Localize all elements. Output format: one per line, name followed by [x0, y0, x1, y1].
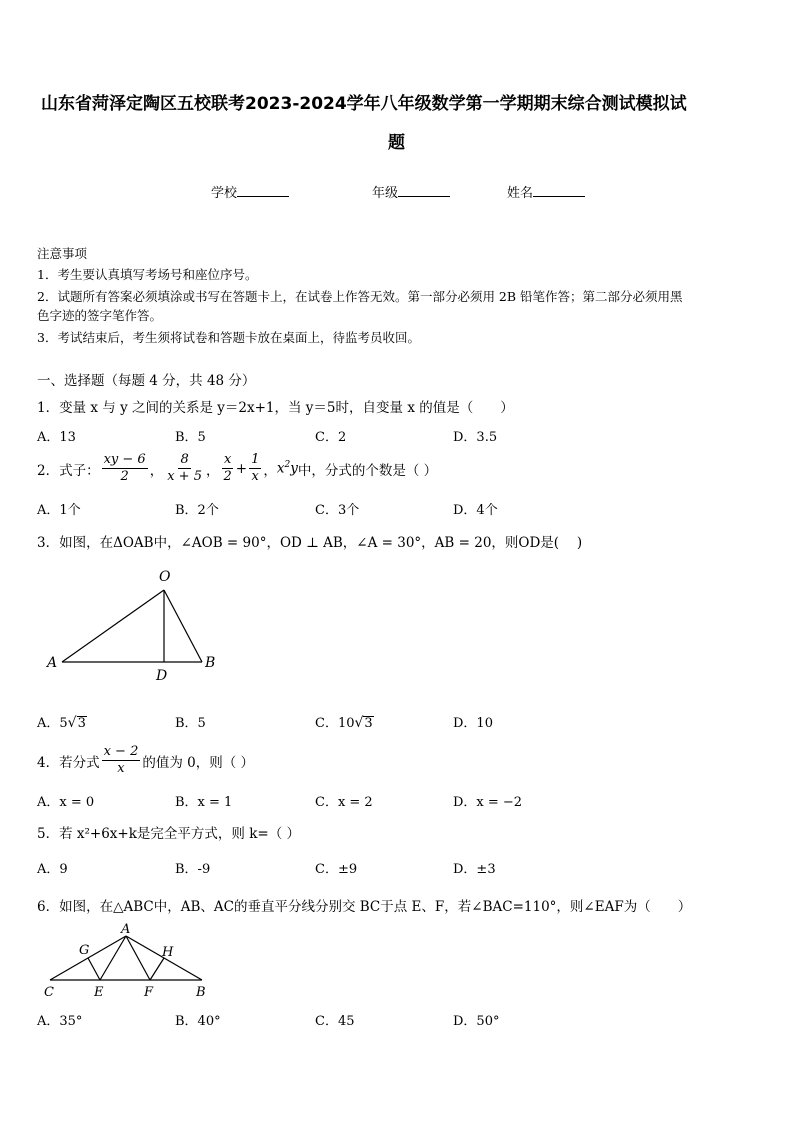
label-e: E: [94, 985, 104, 1000]
q6-option-a[interactable]: A．35°: [37, 1014, 83, 1029]
q6-option-c[interactable]: C．45: [315, 1014, 355, 1029]
q2-fraction-2: $\frac{8}{x + 5}$: [167, 452, 202, 484]
section-heading: 一、选择题（每题 4 分，共 48 分）: [37, 373, 256, 389]
exam-title-line1: 山东省菏泽定陶区五校联考2023-2024学年八年级数学第一学期期末综合测试模拟试: [41, 94, 687, 114]
q2-option-a[interactable]: A．1个: [37, 503, 81, 518]
q1-option-b[interactable]: B．5: [175, 430, 206, 445]
notice-item-1: 1．考生要认真填写考场号和座位序号。: [37, 267, 258, 282]
q6-triangle-figure: [40, 920, 220, 1002]
grade-blank[interactable]: [398, 184, 450, 197]
school-blank[interactable]: [237, 184, 289, 197]
label-o: O: [159, 569, 171, 585]
q5-option-a[interactable]: A．9: [37, 862, 68, 877]
q2-option-c[interactable]: C．3个: [315, 503, 360, 518]
notice-item-2a: 2．试题所有答案必须填涂或书写在答题卡上，在试卷上作答无效。第一部分必须用 2B 铅笔作答；第二部分必须用黑: [37, 289, 683, 304]
label-g: G: [79, 943, 90, 958]
q5-option-c[interactable]: C．±9: [315, 862, 358, 877]
q3-option-c[interactable]: C．10√3: [315, 715, 373, 731]
q3-option-a[interactable]: A．5√3: [37, 715, 86, 731]
q5-stem: 5．若 x²+6x+k是完全平方式，则 k=（ ）: [37, 826, 300, 842]
label-f: F: [144, 985, 154, 1000]
segment-hf: [150, 958, 164, 980]
q2-option-b[interactable]: B．2个: [175, 503, 219, 518]
grade-label: 年级: [372, 186, 399, 201]
q6-stem: 6．如图，在△ABC中，AB、AC的垂直平分线分别交 BC于点 E、F，若∠BAC=110°，则∠EAF为（ ）: [37, 899, 692, 915]
q2-fraction-1: $\frac{xy - 6}{2}$: [103, 452, 146, 484]
segment-ao: [62, 590, 164, 662]
q5-option-b[interactable]: B．-9: [175, 862, 211, 877]
q1-option-a[interactable]: A．13: [37, 430, 76, 445]
school-field[interactable]: [211, 182, 289, 201]
q3-stem: 3．如图，在ΔOAB中，∠AOB = 90°，OD ⊥ AB，∠A = 30°，AB = 20，则OD是( ): [37, 535, 583, 551]
q4-option-c[interactable]: C．x = 2: [315, 795, 373, 810]
grade-field[interactable]: [372, 182, 450, 201]
segment-ob: [164, 590, 202, 662]
label-d: D: [156, 668, 168, 684]
segment-ge: [88, 958, 100, 980]
name-field[interactable]: [507, 182, 585, 201]
q3-option-d[interactable]: D．10: [453, 716, 493, 731]
notice-heading: 注意事项: [37, 246, 88, 261]
q4-option-d[interactable]: D．x = −2: [453, 795, 523, 810]
q2-prefix: 2．式子：: [37, 462, 100, 479]
notice-item-3: 3．考试结束后，考生须将试卷和答题卡放在桌面上，待监考员收回。: [37, 330, 420, 345]
q3-option-b[interactable]: B．5: [175, 716, 206, 731]
q2-stem: 2．式子： $\frac{xy - 6}{2}$ ， $\frac{8}{x + 5}$ ， $\frac{x}{2}$ + $\frac{1}{x}$ ， $x^2y$ 中，分式的个数是（ ）: [37, 452, 438, 484]
q1-stem: 1．变量 x 与 y 之间的关系是 y＝2x+1，当 y＝5时，自变量 x 的值是（ ）: [37, 400, 514, 416]
q2-suffix: 中，分式的个数是（ ）: [297, 462, 438, 479]
q2-fraction-3b: $\frac{1}{x}$: [251, 452, 260, 484]
q2-fraction-3a: $\frac{x}{2}$: [223, 452, 232, 484]
q2-term-4: $x^2y$: [276, 460, 298, 477]
name-blank[interactable]: [533, 184, 585, 197]
segment-ae: [100, 936, 126, 980]
q4-stem: 4．若分式 $\frac{x - 2}{x}$ 的值为 0，则（ ）: [37, 744, 255, 776]
label-b: B: [205, 655, 216, 671]
label-a: A: [121, 922, 131, 937]
label-b: B: [196, 985, 206, 1000]
name-label: 姓名: [507, 186, 534, 201]
q3-triangle-figure: [40, 562, 230, 684]
q4-option-a[interactable]: A．x = 0: [37, 795, 95, 810]
q6-option-b[interactable]: B．40°: [175, 1014, 221, 1029]
q1-option-d[interactable]: D．3.5: [453, 430, 498, 445]
notice-item-2b: 色字迹的签字笔作答。: [37, 308, 163, 323]
label-a: A: [47, 655, 58, 671]
q4-option-b[interactable]: B．x = 1: [175, 795, 233, 810]
q4-fraction: $\frac{x - 2}{x}$: [103, 744, 139, 776]
q5-option-d[interactable]: D．±3: [453, 862, 496, 877]
label-h: H: [162, 945, 174, 960]
q1-option-c[interactable]: C．2: [315, 430, 347, 445]
q6-option-d[interactable]: D．50°: [453, 1014, 500, 1029]
school-label: 学校: [211, 186, 238, 201]
q2-option-d[interactable]: D．4个: [453, 503, 498, 518]
exam-title-line2: 题: [388, 133, 405, 153]
label-c: C: [44, 985, 54, 1000]
